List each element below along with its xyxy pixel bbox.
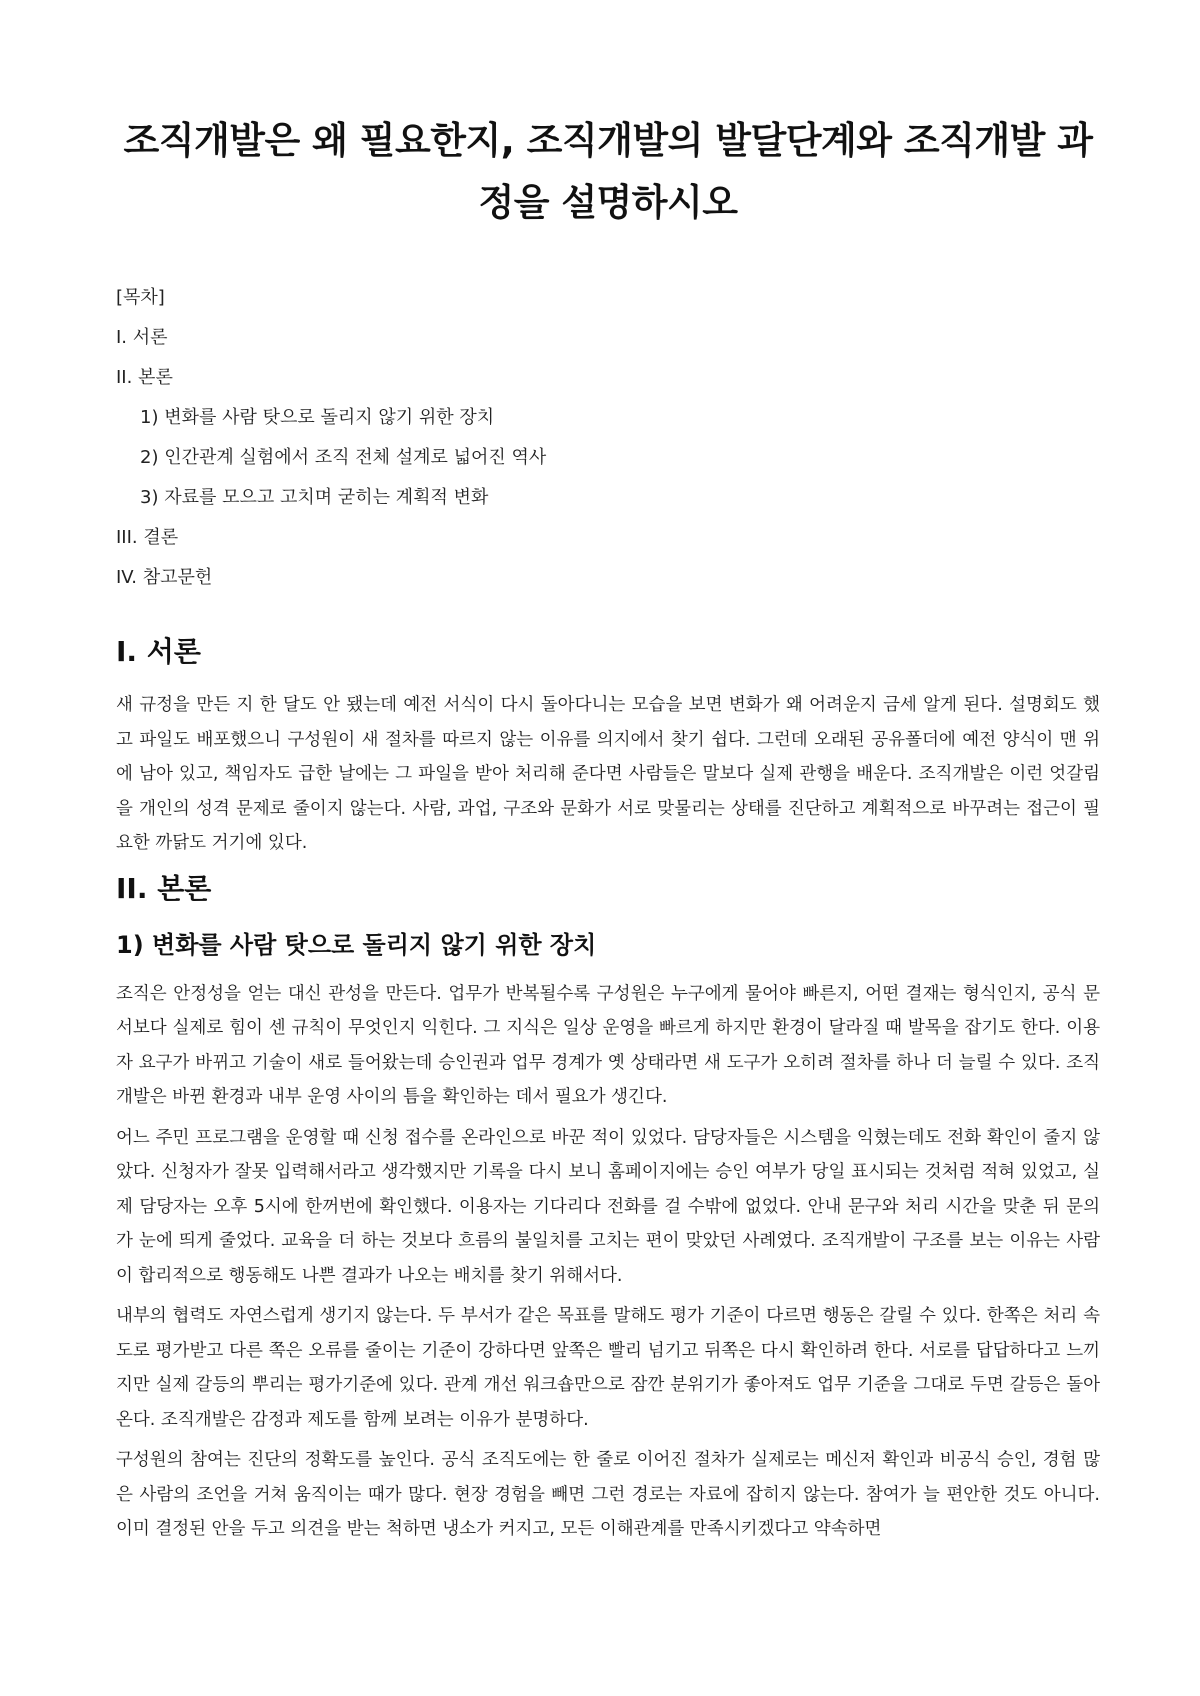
paragraph: 구성원의 참여는 진단의 정확도를 높인다. 공식 조직도에는 한 줄로 이어진 절차가 실제로는 메신저 확인과 비공식 승인, 경험 많은 사람의 조언을 거쳐 움직이는 때가 많다. 현장 경험을 빼면 그런 경로는 자료에 잡히지 않는다. 참여가 늘 편안한 것도 아니다. 이미 결정된 안을 두고 의견을 받는 척하면 냉소가 커지고, 모든 이해관계를 만족시키겠다고 약속하면 (116, 1450, 1100, 1539)
paragraph: 내부의 협력도 자연스럽게 생기지 않는다. 두 부서가 같은 목표를 말해도 평가 기준이 다르면 행동은 갈릴 수 있다. 한쪽은 처리 속도로 평가받고 다른 쪽은 오류를 줄이는 기준이 강하다면 앞쪽은 빨리 넘기고 뒤쪽은 다시 확인하려 한다. 서로를 답답하다고 느끼지만 실제 갈등의 뿌리는 평가기준에 있다. 관계 개선 워크숍만으로 잠깐 분위기가 좋아져도 업무 기준을 그대로 두면 갈등은 돌아온다. 조직개발은 감정과 제도를 함께 보려는 이유가 분명하다. (116, 1306, 1100, 1430)
paragraph: 새 규정을 만든 지 한 달도 안 됐는데 예전 서식이 다시 돌아다니는 모습을 보면 변화가 왜 어려운지 금세 알게 된다. 설명회도 했고 파일도 배포했으니 구성원이 새 절차를 따르지 않는 이유를 의지에서 찾기 쉽다. 그런데 오래된 공유폴더에 예전 양식이 맨 위에 남아 있고, 책임자도 급한 날에는 그 파일을 받아 처리해 준다면 사람들은 말보다 실제 관행을 배운다. 조직개발은 이런 엇갈림을 개인의 성격 문제로 줄이지 않는다. 사람, 과업, 구조와 문화가 서로 맞물리는 상태를 진단하고 계획적으로 바꾸려는 접근이 필요한 까닭도 거기에 있다. (116, 695, 1100, 853)
toc-item-references: IV. 참고문헌 (116, 567, 213, 588)
toc-item-body-1: 1) 변화를 사람 탓으로 돌리지 않기 위한 장치 (140, 407, 495, 428)
section-heading-intro: I. 서론 (116, 635, 201, 668)
toc-item-body-2: 2) 인간관계 실험에서 조직 전체 설계로 넓어진 역사 (140, 447, 547, 468)
toc-item-body-3: 3) 자료를 모으고 고치며 굳히는 계획적 변화 (140, 487, 489, 508)
body-section (116, 867, 1100, 1547)
subsection-heading-1: 1) 변화를 사람 탓으로 돌리지 않기 위한 장치 (116, 930, 597, 959)
toc-label: [목차] (116, 287, 165, 308)
toc-item-conclusion: III. 결론 (116, 527, 179, 548)
paragraph: 조직은 안정성을 얻는 대신 관성을 만든다. 업무가 반복될수록 구성원은 누구에게 물어야 빠른지, 어떤 결재는 형식인지, 공식 문서보다 실제로 힘이 센 규칙이 무엇인지 익힌다. 그 지식은 일상 운영을 빠르게 하지만 환경이 달라질 때 발목을 잡기도 한다. 이용자 요구가 바뀌고 기술이 새로 들어왔는데 승인권과 업무 경계가 옛 상태라면 새 도구가 오히려 절차를 하나 더 늘릴 수 있다. 조직개발은 바뀐 환경과 내부 운영 사이의 틈을 확인하는 데서 필요가 생긴다. (116, 983, 1101, 1107)
table-of-contents (116, 278, 1100, 598)
document-title: 조직개발은 왜 필요한지, 조직개발의 발달단계와 조직개발 과정을 설명하시오 (123, 119, 1093, 224)
toc-item-body: II. 본론 (116, 367, 173, 388)
paragraph: 어느 주민 프로그램을 운영할 때 신청 접수를 온라인으로 바꾼 적이 있었다. 담당자들은 시스템을 익혔는데도 전화 확인이 줄지 않았다. 신청자가 잘못 입력해서라고 생각했지만 기록을 다시 보니 홈페이지에는 승인 여부가 당일 표시되는 것처럼 적혀 있었고, 실제 담당자는 오후 5시에 한꺼번에 확인했다. 이용자는 기다리다 전화를 걸 수밖에 없었다. 안내 문구와 처리 시간을 맞춘 뒤 문의가 눈에 띄게 줄었다. 교육을 더 하는 것보다 흐름의 불일치를 고치는 편이 맞았던 사례였다. 조직개발이 구조를 보는 이유는 사람이 합리적으로 행동해도 나쁜 결과가 나오는 배치를 찾기 위해서다. (116, 1127, 1100, 1286)
intro-section (116, 630, 1100, 861)
toc-item-intro: I. 서론 (116, 327, 168, 348)
section-heading-body: II. 본론 (116, 871, 212, 905)
